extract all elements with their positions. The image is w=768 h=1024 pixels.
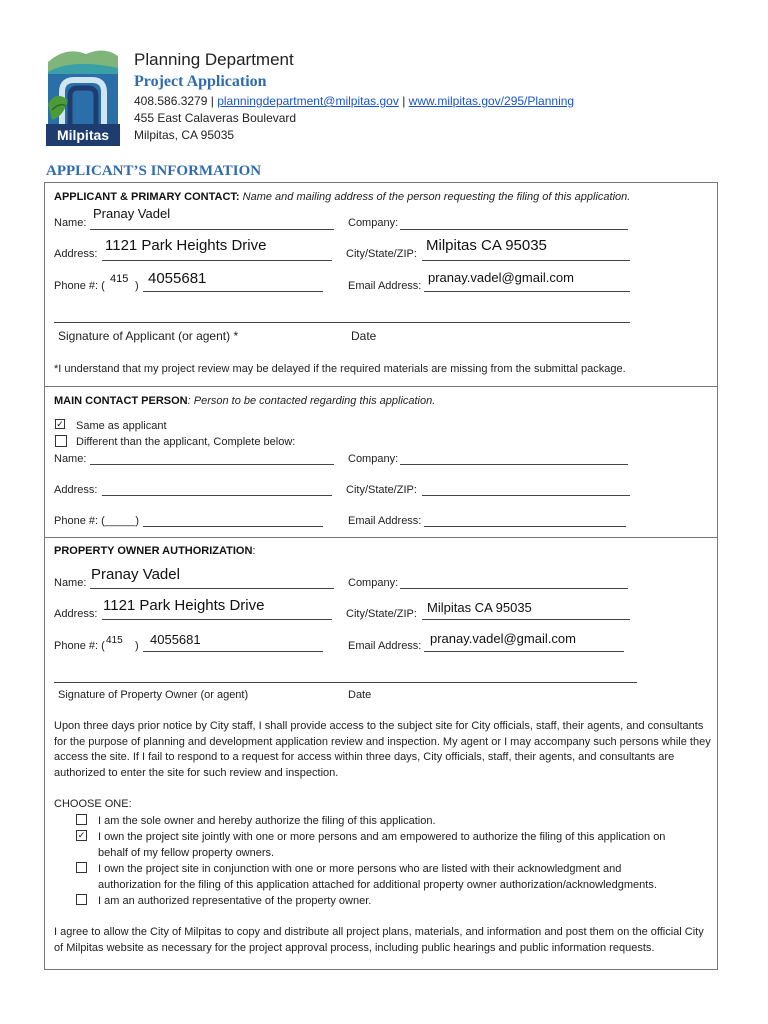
applicant-heading: APPLICANT & PRIMARY CONTACT: Name and mailing address of the person requesting the filing of this application. <box>54 191 631 203</box>
date-label: Date <box>351 329 377 343</box>
owner-area-code-field[interactable]: 415 <box>106 635 123 646</box>
owner-signature-line[interactable] <box>54 682 637 683</box>
company-label: Company: <box>348 577 399 589</box>
company-label: Company: <box>348 217 399 229</box>
contact-address-field[interactable] <box>102 495 332 496</box>
authorized-rep-checkbox[interactable] <box>76 894 87 905</box>
contact-company-field[interactable] <box>400 464 628 465</box>
name-label: Name: <box>54 577 87 589</box>
choice-sole-owner: I am the sole owner and hereby authorize the filing of this application. <box>98 815 436 827</box>
different-contact-checkbox[interactable] <box>55 435 67 447</box>
choice-conjunction: I own the project site in conjunction with one or more persons who are listed with their acknowledgment and <box>98 863 622 875</box>
agree-paragraph: I agree to allow the City of Milpitas to copy and distribute all project plans, materials, and information and post them on the official City of Milpitas website as necessary for the project approval process, including public hearings and public information requests. <box>54 926 704 954</box>
applicant-area-code-field[interactable]: 415 <box>110 273 129 285</box>
choice-joint-owner: I own the project site jointly with one or more persons and am empowered to authorize the filing of this application on <box>98 831 666 843</box>
contact-line <box>134 94 574 108</box>
email-link[interactable]: planningdepartment@milpitas.gov <box>217 94 399 108</box>
contact-name-field[interactable] <box>90 464 334 465</box>
applicant-name-field[interactable]: Pranay Vadel <box>93 206 171 221</box>
section-title: APPLICANT’S INFORMATION <box>46 163 262 179</box>
applicant-citystatezip-field[interactable]: Milpitas CA 95035 <box>426 237 547 254</box>
email-label: Email Address: <box>348 280 422 292</box>
owner-phone-field[interactable]: 4055681 <box>150 632 201 647</box>
footnote: *I understand that my project review may be delayed if the required materials are missing from the submittal package. <box>54 363 626 375</box>
name-label: Name: <box>54 217 87 229</box>
milpitas-logo <box>46 44 120 146</box>
signature-line[interactable] <box>54 322 630 323</box>
address-line <box>102 619 332 620</box>
separator: | <box>402 94 406 108</box>
choice-conjunction-cont: authorization for the filing of this application attached for additional property owner authorization/acknowledgments. <box>98 879 657 891</box>
owner-email-field[interactable]: pranay.vadel@gmail.com <box>430 631 576 646</box>
phone-label: Phone #: ( <box>54 640 105 652</box>
phone-close: ) <box>135 640 139 652</box>
different-contact-label: Different than the applicant, Complete below: <box>76 436 296 448</box>
phone-close: ) <box>135 280 139 292</box>
divider <box>44 386 718 387</box>
choose-one-label: CHOOSE ONE: <box>54 798 132 810</box>
address-label: Address: <box>54 248 98 260</box>
company-label: Company: <box>348 453 399 465</box>
name-line <box>90 229 334 230</box>
owner-address-field[interactable]: 1121 Park Heights Drive <box>103 597 265 614</box>
same-as-applicant-label: Same as applicant <box>76 420 167 432</box>
logo-wordmark: Milpitas <box>56 127 110 143</box>
owner-citystatezip-field[interactable]: Milpitas CA 95035 <box>427 600 532 615</box>
website-link[interactable]: www.milpitas.gov/295/Planning <box>408 94 575 108</box>
applicant-phone-field[interactable]: 4055681 <box>148 270 207 287</box>
name-label: Name: <box>54 453 87 465</box>
email-label: Email Address: <box>348 515 422 527</box>
joint-owner-checkbox[interactable]: ✓ <box>77 830 86 840</box>
signature-label: Signature of Applicant (or agent) * <box>58 329 239 343</box>
address-label: Address: <box>54 608 98 620</box>
contact-email-field[interactable] <box>424 526 626 527</box>
choice-joint-owner-cont: behalf of my fellow property owners. <box>98 847 275 859</box>
applicant-email-field[interactable]: pranay.vadel@gmail.com <box>428 270 574 285</box>
citystatezip-label: City/State/ZIP: <box>346 248 417 260</box>
contact-citystatezip-field[interactable] <box>422 495 630 496</box>
owner-company-field[interactable] <box>400 588 628 589</box>
name-line <box>90 588 334 589</box>
access-paragraph: Upon three days prior notice by City staff, I shall provide access to the subject site for City officials, staff, their agents, and consultants for the purpose of planning and development application review and inspection. My agent or I may accompany such persons while they access the site. If I fail to respond to a request for access within three days, City officials, staff, their agents, and consultants are authorized to enter the site for such review and inspection. <box>54 720 711 779</box>
citystatezip-line <box>422 619 630 620</box>
city-address: Milpitas, CA 95035 <box>134 128 235 142</box>
email-label: Email Address: <box>348 640 422 652</box>
applicant-address-field[interactable]: 1121 Park Heights Drive <box>105 237 267 254</box>
street-address: 455 East Calaveras Boulevard <box>134 111 297 125</box>
sole-owner-checkbox[interactable] <box>76 814 87 825</box>
department-title: Planning Department <box>134 50 294 69</box>
phone-line <box>143 291 323 292</box>
choice-authorized-rep: I am an authorized representative of the property owner. <box>98 895 372 907</box>
company-field[interactable] <box>400 229 628 230</box>
email-line <box>424 291 630 292</box>
date-label: Date <box>348 689 372 701</box>
separator: | <box>210 94 214 108</box>
conjunction-owner-checkbox[interactable] <box>76 862 87 873</box>
contact-phone-field[interactable] <box>143 526 323 527</box>
phone-line <box>143 651 323 652</box>
owner-signature-label: Signature of Property Owner (or agent) <box>58 689 249 701</box>
citystatezip-line <box>422 260 630 261</box>
address-line <box>102 260 332 261</box>
email-line <box>424 651 624 652</box>
form-subtitle: Project Application <box>134 73 267 90</box>
address-label: Address: <box>54 484 98 496</box>
owner-heading: PROPERTY OWNER AUTHORIZATION: <box>54 545 256 557</box>
phone-text: 408.586.3279 <box>134 94 208 108</box>
citystatezip-label: City/State/ZIP: <box>346 484 417 496</box>
divider <box>44 537 718 538</box>
citystatezip-label: City/State/ZIP: <box>346 608 417 620</box>
phone-label: Phone #: ( <box>54 280 105 292</box>
owner-name-field[interactable]: Pranay Vadel <box>91 566 180 583</box>
same-as-applicant-checkbox[interactable]: ✓ <box>56 419 64 429</box>
phone-label: Phone #: (_____) <box>54 515 140 527</box>
main-contact-heading: MAIN CONTACT PERSON: Person to be contacted regarding this application. <box>54 395 436 407</box>
